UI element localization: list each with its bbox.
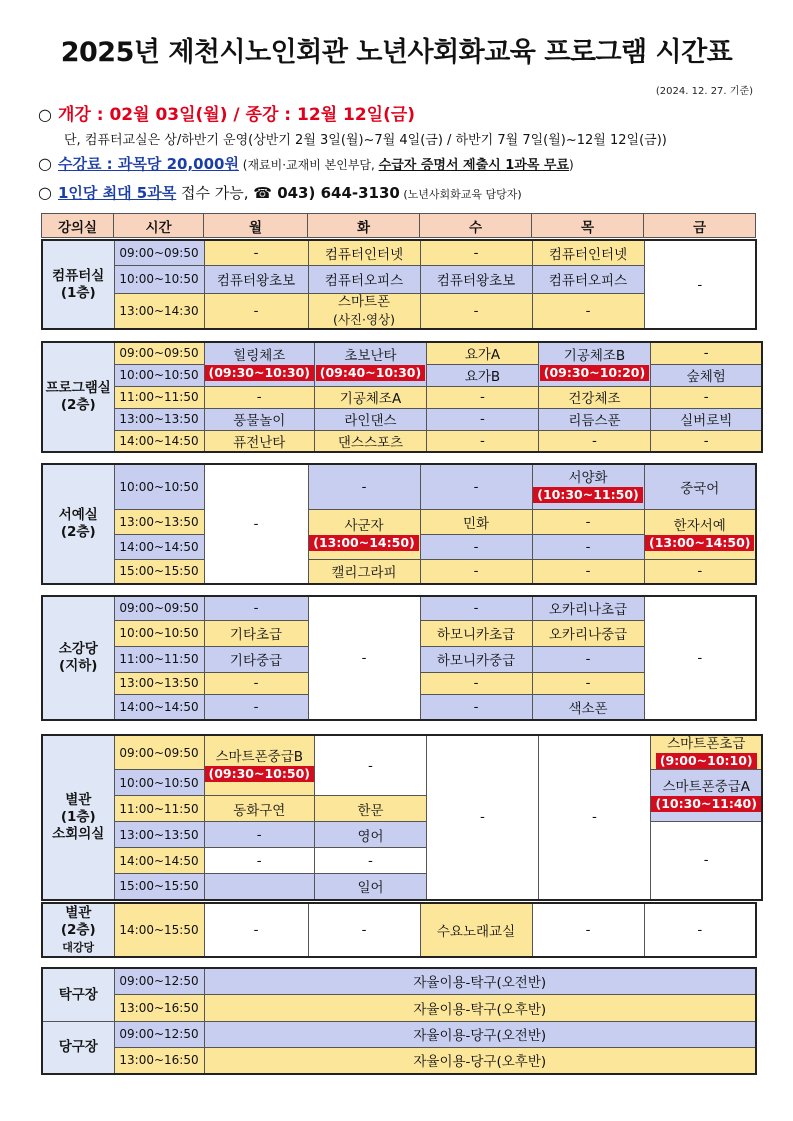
class-cell: 민화: [420, 509, 532, 534]
class-cell: 요가B: [426, 364, 538, 386]
class-cell: -: [308, 903, 420, 957]
class-cell: 스마트폰중급A (10:30~11:40): [650, 770, 762, 822]
class-cell: -: [204, 464, 308, 584]
reference-date: (2024. 12. 27. 기준): [655, 86, 753, 97]
class-cell: -: [314, 735, 426, 796]
class-cell: -: [420, 672, 532, 694]
room-computer: 컴퓨터실 (1층): [42, 240, 114, 329]
time-cell: 14:00~14:50: [114, 694, 204, 720]
class-cell: 컴퓨터오피스: [532, 265, 644, 293]
class-cell: -: [426, 408, 538, 430]
class-cell: -: [204, 240, 308, 265]
header-fri: 금: [644, 214, 756, 238]
calligraphy-room-table: [41, 463, 757, 585]
class-cell: 캘리그라피: [308, 559, 420, 584]
class-cell: 기공체조A: [314, 386, 426, 408]
class-cell: -: [420, 559, 532, 584]
time-cell: 14:00~14:50: [114, 430, 204, 452]
class-cell: 동화구연: [204, 796, 314, 822]
room-table-tennis: 탁구장: [42, 968, 114, 1021]
time-cell: 10:00~10:50: [114, 364, 204, 386]
time-cell: 15:00~15:50: [114, 874, 204, 900]
class-cell: 요가A: [426, 342, 538, 364]
class-cell: 풍물놀이: [204, 408, 314, 430]
computer-class-note: 단, 컴퓨터교실은 상/하반기 운영(상반기 2월 3일(월)~7월 4일(금) / 하반기 7월 7일(월)~12월 12일(금)): [64, 133, 667, 148]
room-auditorium: 소강당 (지하): [42, 596, 114, 720]
time-cell: 09:00~09:50: [114, 342, 204, 364]
class-cell: -: [420, 293, 532, 329]
class-cell: -: [426, 735, 538, 900]
class-cell: 컴퓨터인터넷: [308, 240, 420, 265]
time-cell: 09:00~09:50: [114, 596, 204, 620]
class-cell: 컴퓨터인터넷: [532, 240, 644, 265]
class-cell: 기공체조B (09:30~10:20): [538, 342, 650, 386]
class-cell: -: [650, 342, 762, 364]
room-program: 프로그램실 (2층): [42, 342, 114, 452]
class-cell: 자율이용-탁구(오후반): [204, 994, 756, 1021]
time-cell: 15:00~15:50: [114, 559, 204, 584]
class-cell: -: [650, 386, 762, 408]
class-cell: -: [532, 646, 644, 672]
class-cell: 중국어: [644, 464, 756, 509]
class-cell: -: [204, 293, 308, 329]
class-cell: 수요노래교실: [420, 903, 532, 957]
class-cell: 리듬스푼: [538, 408, 650, 430]
class-cell: -: [532, 509, 644, 534]
class-cell: -: [204, 694, 308, 720]
class-cell: 스마트폰중급B (09:30~10:50): [204, 735, 314, 796]
annex-2f-table: [41, 902, 757, 958]
time-cell: 13:00~13:50: [114, 822, 204, 848]
schedule-header: [41, 213, 756, 238]
class-cell: -: [420, 694, 532, 720]
class-cell: 실버로빅: [650, 408, 762, 430]
class-cell: -: [532, 672, 644, 694]
class-cell: 숲체험: [650, 364, 762, 386]
class-cell: 오카리나중급: [532, 620, 644, 646]
class-cell: 오카리나초급: [532, 596, 644, 620]
class-cell: 초보난타 (09:40~10:30): [314, 342, 426, 386]
class-cell: 기타초급: [204, 620, 308, 646]
class-cell: -: [308, 596, 420, 720]
auditorium-table: [41, 595, 757, 721]
class-cell: -: [532, 534, 644, 559]
room-annex-2f: 별관 (2층) 대강당: [42, 903, 114, 957]
class-cell: 컴퓨터오피스: [308, 265, 420, 293]
time-cell: 11:00~11:50: [114, 646, 204, 672]
room-annex-1f: 별관 (1층) 소회의실: [42, 735, 114, 900]
program-room-table: [41, 341, 763, 453]
annex-1f-table: [41, 734, 763, 901]
time-cell: 13:00~16:50: [114, 1047, 204, 1074]
class-cell: -: [644, 559, 756, 584]
class-cell: -: [532, 903, 644, 957]
class-cell: -: [426, 386, 538, 408]
recreation-table: [41, 967, 757, 1075]
time-cell: 10:00~10:50: [114, 770, 204, 796]
class-cell: -: [538, 735, 650, 900]
class-cell: [204, 874, 314, 900]
time-cell: 14:00~14:50: [114, 848, 204, 874]
class-cell: 일어: [314, 874, 426, 900]
class-cell: -: [204, 672, 308, 694]
time-cell: 10:00~10:50: [114, 620, 204, 646]
time-cell: 14:00~14:50: [114, 534, 204, 559]
page-title: 2025년 제천시노인회관 노년사회화교육 프로그램 시간표: [60, 37, 733, 68]
class-cell: -: [426, 430, 538, 452]
class-cell: -: [644, 240, 756, 329]
class-cell: 건강체조: [538, 386, 650, 408]
class-cell: -: [532, 293, 644, 329]
class-cell: -: [644, 903, 756, 957]
class-cell: 댄스스포츠: [314, 430, 426, 452]
class-cell: -: [308, 464, 420, 509]
class-cell: 퓨전난타: [204, 430, 314, 452]
header-room: 강의실: [42, 214, 114, 238]
class-cell: 기타중급: [204, 646, 308, 672]
header-wed: 수: [420, 214, 532, 238]
class-cell: 컴퓨터왕초보: [204, 265, 308, 293]
class-cell: -: [314, 848, 426, 874]
class-cell: -: [204, 596, 308, 620]
class-cell: -: [650, 822, 762, 900]
tuition-info: ○ 수강료 : 과목당 20,000원 (재료비·교재비 본인부담, 수급자 증명서 제출시 1과목 무료): [38, 154, 574, 173]
class-cell: 스마트폰초급 (9:00~10:10): [650, 735, 762, 770]
header-time: 시간: [114, 214, 204, 238]
class-cell: -: [532, 559, 644, 584]
class-cell: 한자서예 (13:00~14:50): [644, 509, 756, 559]
time-cell: 13:00~14:30: [114, 293, 204, 329]
room-billiards: 당구장: [42, 1021, 114, 1074]
time-cell: 14:00~15:50: [114, 903, 204, 957]
class-cell: 컴퓨터왕초보: [420, 265, 532, 293]
class-cell: 스마트폰 (사진·영상): [308, 293, 420, 329]
header-tue: 화: [308, 214, 420, 238]
class-cell: -: [538, 430, 650, 452]
registration-info: ○ 1인당 최대 5과목 접수 가능, ☎ 043) 644-3130 (노년사회화교육 담당자): [38, 183, 522, 202]
class-cell: 색소폰: [532, 694, 644, 720]
class-cell: -: [204, 903, 308, 957]
class-cell: 영어: [314, 822, 426, 848]
time-cell: 09:00~09:50: [114, 240, 204, 265]
header-mon: 월: [204, 214, 308, 238]
class-cell: 하모니카초급: [420, 620, 532, 646]
time-cell: 09:00~12:50: [114, 1021, 204, 1047]
class-cell: 한문: [314, 796, 426, 822]
time-cell: 10:00~10:50: [114, 265, 204, 293]
class-cell: 자율이용-당구(오후반): [204, 1047, 756, 1074]
course-period: ○ 개강 : 02월 03일(월) / 종강 : 12월 12일(금): [38, 105, 416, 125]
class-cell: -: [420, 240, 532, 265]
header-thu: 목: [532, 214, 644, 238]
time-cell: 13:00~16:50: [114, 994, 204, 1021]
class-cell: -: [650, 430, 762, 452]
class-cell: 라인댄스: [314, 408, 426, 430]
class-cell: -: [420, 596, 532, 620]
class-cell: -: [204, 386, 314, 408]
class-cell: 자율이용-탁구(오전반): [204, 968, 756, 994]
room-calligraphy: 서예실 (2층): [42, 464, 114, 584]
class-cell: 하모니카중급: [420, 646, 532, 672]
class-cell: -: [204, 848, 314, 874]
class-cell: 자율이용-당구(오전반): [204, 1021, 756, 1047]
time-cell: 11:00~11:50: [114, 796, 204, 822]
class-cell: 서양화 (10:30~11:50): [532, 464, 644, 509]
time-cell: 10:00~10:50: [114, 464, 204, 509]
time-cell: 13:00~13:50: [114, 509, 204, 534]
computer-room-table: [41, 239, 757, 330]
class-cell: 힐링체조 (09:30~10:30): [204, 342, 314, 386]
time-cell: 09:00~09:50: [114, 735, 204, 770]
class-cell: -: [204, 822, 314, 848]
time-cell: 11:00~11:50: [114, 386, 204, 408]
time-cell: 09:00~12:50: [114, 968, 204, 994]
time-cell: 13:00~13:50: [114, 408, 204, 430]
class-cell: 사군자 (13:00~14:50): [308, 509, 420, 559]
class-cell: -: [420, 464, 532, 509]
class-cell: -: [644, 596, 756, 720]
class-cell: -: [420, 534, 532, 559]
time-cell: 13:00~13:50: [114, 672, 204, 694]
